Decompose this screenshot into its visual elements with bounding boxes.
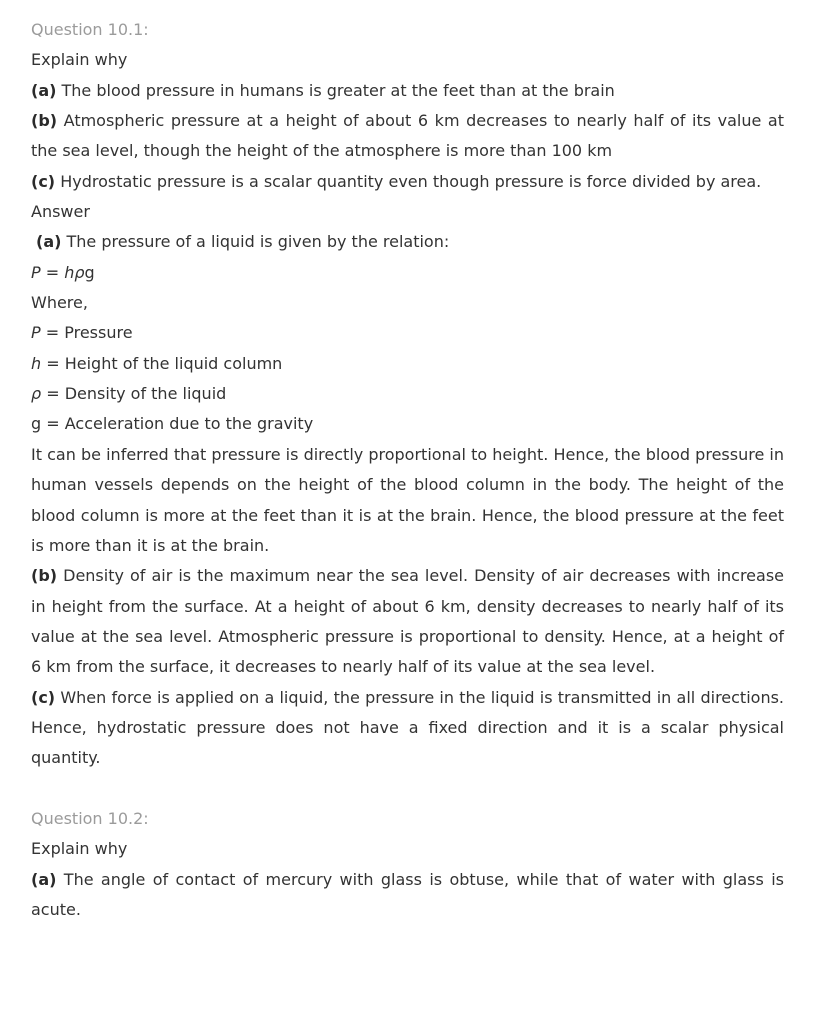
definition-density xyxy=(31,379,784,409)
question-prompt: Explain why xyxy=(31,839,128,859)
formula xyxy=(31,258,784,288)
question-label: Question 10.2: xyxy=(31,808,149,828)
part-marker: (b) xyxy=(31,111,58,131)
formula-equals: = xyxy=(40,262,65,282)
formula-rhs: g xyxy=(84,262,95,282)
part-marker: (a) xyxy=(36,232,62,252)
part-text: Atmospheric pressure at a height of about 6 km decreases to nearly half of its value at the sea level, though the height of the atmosphere is more than 100 km xyxy=(31,111,784,161)
document-page xyxy=(31,15,784,925)
question-10-1 xyxy=(31,15,784,774)
part-marker: (a) xyxy=(31,80,57,100)
part-text: The angle of contact of mercury with glass is obtuse, while that of water with glass is acute. xyxy=(31,869,784,919)
answer-b xyxy=(31,561,784,682)
question-part-a xyxy=(31,865,784,926)
definition-text: = Acceleration due to the gravity xyxy=(41,414,314,434)
answer-text: Density of air is the maximum near the sea level. Density of air decreases with increase in height from the surface. At a height of about 6 km, density decreases to nearly half of its value at the sea level. Atmospheric pressure is proportional to density. Hence, at a height of 6 km from the surface, it decreases to nearly half of its value at the sea level. xyxy=(31,566,784,677)
part-marker: (c) xyxy=(31,687,56,707)
question-part-a xyxy=(31,76,784,106)
definition-gravity xyxy=(31,409,784,439)
question-part-b xyxy=(31,106,784,167)
part-marker: (c) xyxy=(31,171,56,191)
definition-text: = Pressure xyxy=(40,323,133,343)
part-text: Hydrostatic pressure is a scalar quantity even though pressure is force divided by area. xyxy=(55,171,762,191)
definition-text: = Density of the liquid xyxy=(41,384,227,404)
answer-a-intro xyxy=(31,227,784,257)
where-label: Where, xyxy=(31,293,88,313)
definition-symbol: g xyxy=(31,414,42,434)
question-label: Question 10.1: xyxy=(31,20,149,39)
answer-heading: Answer xyxy=(31,202,90,222)
definition-pressure xyxy=(31,318,784,348)
question-10-2 xyxy=(31,804,784,925)
part-marker: (a) xyxy=(31,869,57,889)
definition-symbol: h xyxy=(31,353,42,373)
part-marker: (b) xyxy=(31,566,58,586)
answer-text: When force is applied on a liquid, the pressure in the liquid is transmitted in all directions. Hence, hydrostatic pressure does not have a fixed direction and it is a scalar physical quantity. xyxy=(31,687,784,768)
formula-rhs-italic: hρ xyxy=(64,262,85,282)
answer-text: The pressure of a liquid is given by the relation: xyxy=(61,232,450,252)
definition-height xyxy=(31,349,784,379)
question-prompt: Explain why xyxy=(31,50,128,70)
formula-lhs: P xyxy=(31,262,41,282)
definition-symbol: ρ xyxy=(31,384,42,404)
definition-symbol: P xyxy=(31,323,41,343)
definition-text: = Height of the liquid column xyxy=(41,353,283,373)
answer-a-conclusion: It can be inferred that pressure is directly proportional to height. Hence, the blood pressure in human vessels depends on the height of the blood column in the body. The height of the blood column is more at the feet than it is at the brain. Hence, the blood pressure at the feet is more than it is at the brain. xyxy=(31,444,784,555)
part-text: The blood pressure in humans is greater at the feet than at the brain xyxy=(56,80,615,100)
section-spacer xyxy=(31,774,784,804)
question-part-c xyxy=(31,167,784,197)
answer-c xyxy=(31,683,784,774)
